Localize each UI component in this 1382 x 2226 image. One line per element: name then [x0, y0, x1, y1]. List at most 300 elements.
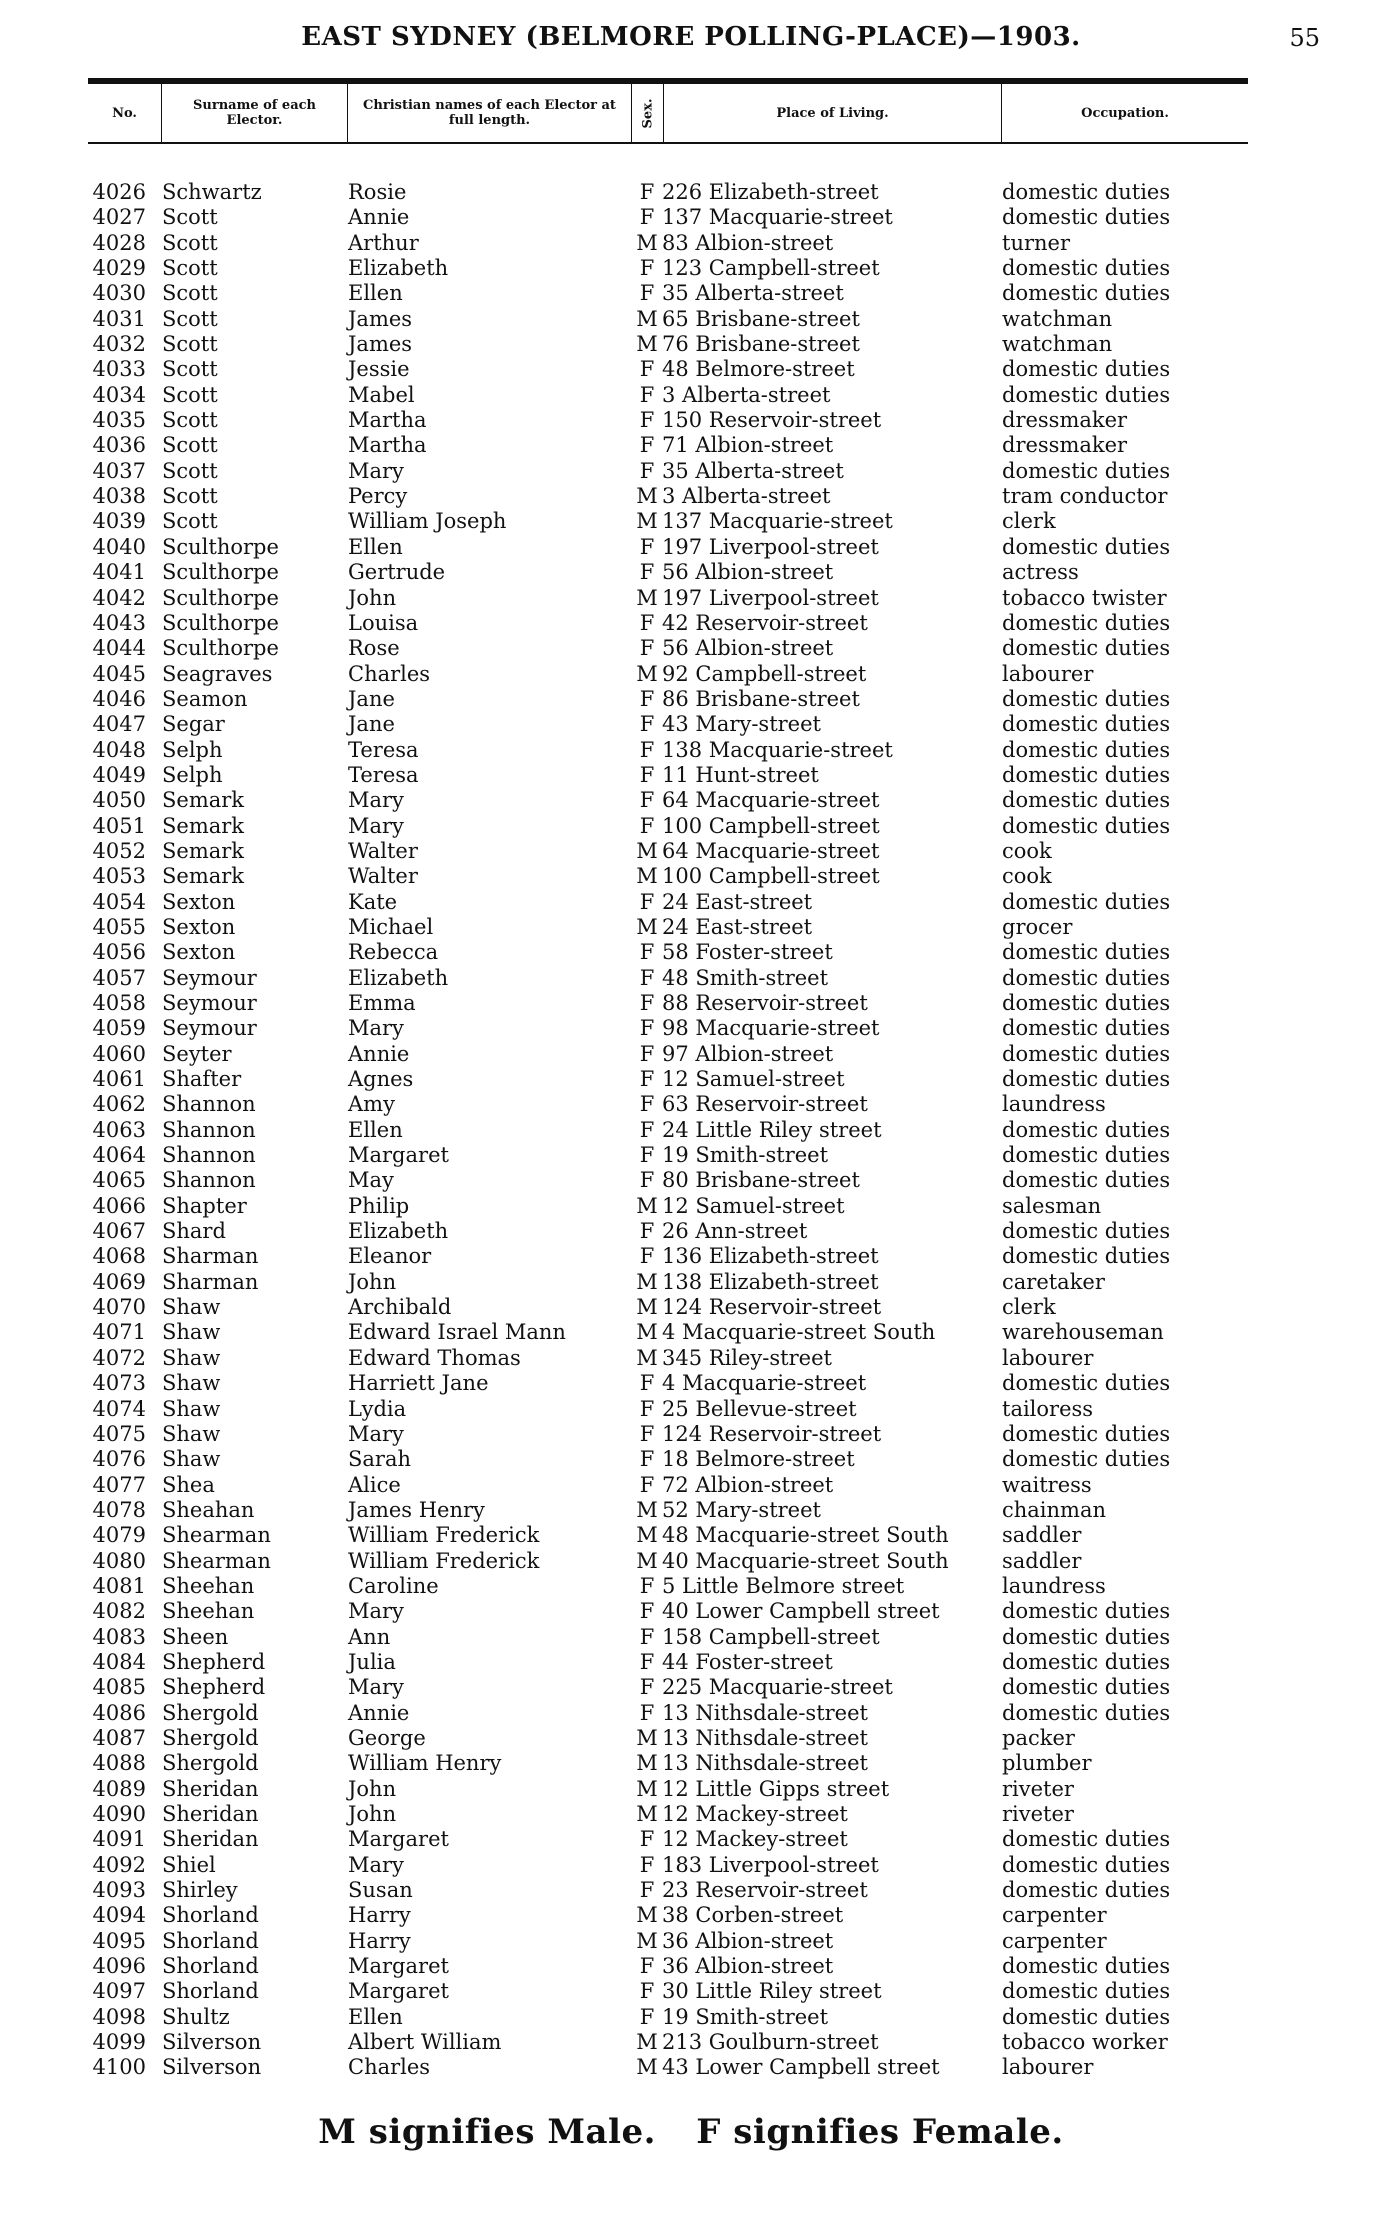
occupation: domestic duties: [1002, 1168, 1171, 1193]
occupation: domestic duties: [1002, 636, 1171, 661]
table-row: [0, 1802, 1382, 1827]
place-of-living: 18 Belmore-street: [662, 1447, 855, 1472]
place-of-living: 98 Macquarie-street: [662, 1016, 880, 1041]
given-names: Kate: [348, 889, 398, 914]
place-of-living: 137 Macquarie-street: [662, 205, 893, 230]
given-names: Harry: [348, 1903, 411, 1928]
surname: Scott: [162, 332, 218, 357]
sex: F: [639, 762, 655, 787]
given-names: James: [348, 306, 413, 331]
table-row: [0, 763, 1382, 788]
sex: F: [639, 889, 655, 914]
place-of-living: 12 Little Gipps street: [662, 1776, 890, 1801]
table-row: [0, 1270, 1382, 1295]
table-row: [0, 1498, 1382, 1523]
sex: M: [636, 230, 658, 255]
elector-number: 4032: [92, 332, 146, 357]
surname: Shorland: [162, 1979, 259, 2004]
place-of-living: 58 Foster-street: [662, 940, 833, 965]
occupation: domestic duties: [1002, 1624, 1171, 1649]
given-names: Rebecca: [348, 940, 439, 965]
given-names: Emma: [348, 991, 416, 1015]
table-row: [0, 332, 1382, 357]
sex: F: [639, 281, 655, 306]
given-names: Charles: [348, 2055, 431, 2080]
place-of-living: 44 Foster-street: [662, 1649, 833, 1674]
occupation: laundress: [1002, 1573, 1106, 1598]
occupation: domestic duties: [1002, 1852, 1171, 1877]
occupation: domestic duties: [1002, 1421, 1171, 1446]
surname: Shaw: [162, 1345, 221, 1370]
surname: Segar: [162, 712, 225, 737]
occupation: domestic duties: [1002, 1244, 1171, 1269]
sex: F: [639, 408, 655, 433]
surname: Seagraves: [162, 661, 273, 686]
place-of-living: 26 Ann-street: [662, 1219, 808, 1244]
surname: Shaw: [162, 1396, 221, 1421]
elector-number: 4049: [92, 762, 146, 787]
table-row: [0, 1194, 1382, 1219]
sex: M: [636, 2055, 658, 2080]
given-names: Teresa: [348, 737, 419, 762]
given-names: Harriett Jane: [348, 1371, 489, 1396]
occupation: domestic duties: [1002, 205, 1171, 230]
elector-number: 4035: [92, 408, 146, 433]
elector-number: 4080: [92, 1548, 146, 1573]
given-names: Caroline: [348, 1573, 439, 1598]
place-of-living: 12 Mackey-street: [662, 1827, 848, 1852]
sex: F: [639, 1649, 655, 1674]
table-row: [0, 307, 1382, 332]
table-row: [0, 1067, 1382, 1092]
place-of-living: 64 Macquarie-street: [662, 838, 880, 863]
sex: M: [636, 1497, 658, 1522]
place-of-living: 71 Albion-street: [662, 433, 834, 458]
surname: Shea: [162, 1472, 215, 1497]
sex: F: [639, 1700, 655, 1725]
surname: Schwartz: [162, 180, 262, 204]
surname: Sharman: [162, 1269, 259, 1294]
elector-number: 4082: [92, 1599, 146, 1624]
table-row: [0, 1473, 1382, 1498]
occupation: labourer: [1002, 2055, 1094, 2080]
occupation: packer: [1002, 1725, 1075, 1750]
elector-number: 4085: [92, 1675, 146, 1700]
occupation: warehouseman: [1002, 1320, 1164, 1345]
given-names: Martha: [348, 408, 427, 433]
place-of-living: 48 Macquarie-street South: [662, 1523, 949, 1548]
given-names: Percy: [348, 484, 408, 509]
given-names: William Frederick: [348, 1523, 540, 1548]
table-row: [0, 1422, 1382, 1447]
place-of-living: 36 Albion-street: [662, 1928, 834, 1953]
occupation: riveter: [1002, 1802, 1074, 1826]
surname: Shiel: [162, 1852, 216, 1877]
elector-number: 4043: [92, 610, 146, 635]
place-of-living: 92 Campbell-street: [662, 661, 867, 686]
column-header-surname: Surname of each Elector.: [162, 84, 348, 142]
elector-number: 4046: [92, 686, 146, 711]
given-names: Ann: [348, 1624, 391, 1649]
given-names: William Frederick: [348, 1548, 540, 1573]
given-names: Annie: [348, 1041, 410, 1066]
occupation: domestic duties: [1002, 686, 1171, 711]
place-of-living: 86 Brisbane-street: [662, 686, 860, 711]
table-row: [0, 687, 1382, 712]
sex: M: [636, 1802, 658, 1826]
place-of-living: 40 Macquarie-street South: [662, 1548, 949, 1573]
sex: F: [639, 1827, 655, 1852]
table-row: [0, 484, 1382, 509]
occupation: domestic duties: [1002, 737, 1171, 762]
sex: M: [636, 1928, 658, 1953]
table-row: [0, 1574, 1382, 1599]
occupation: grocer: [1002, 914, 1073, 939]
place-of-living: 56 Albion-street: [662, 636, 834, 661]
given-names: Annie: [348, 205, 410, 230]
elector-number: 4075: [92, 1421, 146, 1446]
elector-number: 4031: [92, 306, 146, 331]
occupation: watchman: [1002, 306, 1113, 331]
occupation: caretaker: [1002, 1269, 1105, 1294]
place-of-living: 124 Reservoir-street: [662, 1295, 882, 1320]
sex: M: [636, 585, 658, 610]
occupation: domestic duties: [1002, 1599, 1171, 1624]
surname: Scott: [162, 433, 218, 458]
elector-number: 4040: [92, 534, 146, 559]
table-row: [0, 1143, 1382, 1168]
table-row: [0, 1168, 1382, 1193]
surname: Sculthorpe: [162, 534, 279, 559]
table-row: [0, 1447, 1382, 1472]
surname: Sculthorpe: [162, 636, 279, 661]
surname: Sculthorpe: [162, 560, 279, 585]
elector-number: 4093: [92, 1878, 146, 1903]
surname: Shorland: [162, 1954, 259, 1979]
place-of-living: 345 Riley-street: [662, 1345, 832, 1370]
occupation: domestic duties: [1002, 2004, 1171, 2029]
surname: Semark: [162, 864, 245, 889]
sex: F: [639, 357, 655, 382]
place-of-living: 97 Albion-street: [662, 1041, 834, 1066]
elector-number: 4069: [92, 1269, 146, 1294]
sex: M: [636, 306, 658, 331]
given-names: Jessie: [348, 357, 410, 382]
surname: Semark: [162, 813, 245, 838]
elector-number: 4029: [92, 256, 146, 281]
surname: Scott: [162, 256, 218, 281]
given-names: Margaret: [348, 1979, 449, 2004]
sex: F: [639, 1117, 655, 1142]
place-of-living: 137 Macquarie-street: [662, 509, 893, 534]
sex: F: [639, 534, 655, 559]
occupation: domestic duties: [1002, 1827, 1171, 1852]
column-header-no: No.: [88, 84, 162, 142]
table-row: [0, 1042, 1382, 1067]
elector-number: 4084: [92, 1649, 146, 1674]
given-names: Margaret: [348, 1143, 449, 1168]
legend-female: F signifies Female.: [696, 2112, 1064, 2152]
place-of-living: 5 Little Belmore street: [662, 1573, 905, 1598]
elector-number: 4059: [92, 1016, 146, 1041]
sex: F: [639, 940, 655, 965]
place-of-living: 48 Smith-street: [662, 965, 829, 990]
given-names: William Henry: [348, 1751, 502, 1776]
given-names: Teresa: [348, 762, 419, 787]
place-of-living: 24 East-street: [662, 914, 813, 939]
surname: Sheridan: [162, 1776, 259, 1801]
occupation: saddler: [1002, 1523, 1082, 1548]
place-of-living: 183 Liverpool-street: [662, 1852, 879, 1877]
footer-legend: [0, 2112, 1382, 2152]
place-of-living: 150 Reservoir-street: [662, 408, 882, 433]
sex: F: [639, 1371, 655, 1396]
place-of-living: 23 Reservoir-street: [662, 1878, 868, 1903]
occupation: domestic duties: [1002, 180, 1171, 204]
given-names: John: [348, 1776, 397, 1801]
elector-number: 4092: [92, 1852, 146, 1877]
table-row: [0, 535, 1382, 560]
surname: Scott: [162, 382, 218, 407]
elector-number: 4091: [92, 1827, 146, 1852]
place-of-living: 38 Corben-street: [662, 1903, 844, 1928]
surname: Seamon: [162, 686, 248, 711]
table-row: [0, 1853, 1382, 1878]
table-row: [0, 738, 1382, 763]
occupation: carpenter: [1002, 1928, 1107, 1953]
place-of-living: 43 Lower Campbell street: [662, 2055, 940, 2080]
surname: Shaw: [162, 1447, 221, 1472]
occupation: tram conductor: [1002, 484, 1168, 509]
sex: F: [639, 1675, 655, 1700]
occupation: dressmaker: [1002, 433, 1128, 458]
elector-number: 4060: [92, 1041, 146, 1066]
elector-number: 4078: [92, 1497, 146, 1522]
elector-number: 4027: [92, 205, 146, 230]
given-names: Alice: [348, 1472, 401, 1497]
place-of-living: 64 Macquarie-street: [662, 788, 880, 813]
occupation: domestic duties: [1002, 889, 1171, 914]
surname: Shannon: [162, 1092, 256, 1117]
place-of-living: 11 Hunt-street: [662, 762, 819, 787]
given-names: Mary: [348, 458, 404, 483]
surname: Scott: [162, 281, 218, 306]
elector-number: 4096: [92, 1954, 146, 1979]
surname: Seymour: [162, 991, 257, 1015]
sex: F: [639, 180, 655, 204]
sex: M: [636, 1523, 658, 1548]
place-of-living: 158 Campbell-street: [662, 1624, 880, 1649]
surname: Scott: [162, 509, 218, 534]
page-header: [0, 22, 1382, 58]
surname: Sheehan: [162, 1599, 255, 1624]
surname: Silverson: [162, 2030, 262, 2055]
elector-number: 4028: [92, 230, 146, 255]
table-row: [0, 357, 1382, 382]
elector-number: 4068: [92, 1244, 146, 1269]
sex: M: [636, 864, 658, 889]
surname: Sculthorpe: [162, 610, 279, 635]
sex: M: [636, 2030, 658, 2055]
table-row: [0, 459, 1382, 484]
given-names: Eleanor: [348, 1244, 432, 1269]
given-names: Rosie: [348, 180, 407, 204]
place-of-living: 124 Reservoir-street: [662, 1421, 882, 1446]
surname: Shorland: [162, 1903, 259, 1928]
elector-number: 4064: [92, 1143, 146, 1168]
elector-number: 4062: [92, 1092, 146, 1117]
table-row: [0, 611, 1382, 636]
given-names: Charles: [348, 661, 431, 686]
occupation: domestic duties: [1002, 762, 1171, 787]
sex: F: [639, 433, 655, 458]
given-names: Ellen: [348, 2004, 403, 2029]
place-of-living: 83 Albion-street: [662, 230, 834, 255]
elector-number: 4055: [92, 914, 146, 939]
given-names: Martha: [348, 433, 427, 458]
surname: Semark: [162, 788, 245, 813]
sex: M: [636, 838, 658, 863]
occupation: domestic duties: [1002, 1447, 1171, 1472]
occupation: domestic duties: [1002, 1067, 1171, 1092]
table-row: [0, 966, 1382, 991]
elector-number: 4053: [92, 864, 146, 889]
elector-number: 4100: [92, 2055, 146, 2080]
occupation: saddler: [1002, 1548, 1082, 1573]
occupation: domestic duties: [1002, 1700, 1171, 1725]
place-of-living: 40 Lower Campbell street: [662, 1599, 940, 1624]
place-of-living: 52 Mary-street: [662, 1497, 821, 1522]
given-names: Agnes: [348, 1067, 414, 1092]
elector-number: 4090: [92, 1802, 146, 1826]
place-of-living: 76 Brisbane-street: [662, 332, 860, 357]
column-header-place: Place of Living.: [664, 84, 1002, 142]
place-of-living: 80 Brisbane-street: [662, 1168, 860, 1193]
place-of-living: 197 Liverpool-street: [662, 585, 879, 610]
place-of-living: 12 Mackey-street: [662, 1802, 848, 1826]
table-row: [0, 1777, 1382, 1802]
sex: F: [639, 1067, 655, 1092]
elector-number: 4079: [92, 1523, 146, 1548]
place-of-living: 35 Alberta-street: [662, 458, 844, 483]
surname: Sheridan: [162, 1827, 259, 1852]
table-row: [0, 509, 1382, 534]
occupation: domestic duties: [1002, 1041, 1171, 1066]
sex: F: [639, 813, 655, 838]
table-row: [0, 1118, 1382, 1143]
column-header-row: [88, 84, 1248, 144]
sex: M: [636, 1295, 658, 1320]
occupation: domestic duties: [1002, 712, 1171, 737]
surname: Shannon: [162, 1117, 256, 1142]
occupation: salesman: [1002, 1193, 1102, 1218]
legend-male: M signifies Male.: [318, 2112, 656, 2152]
place-of-living: 226 Elizabeth-street: [662, 180, 879, 204]
given-names: Mary: [348, 813, 404, 838]
place-of-living: 24 Little Riley street: [662, 1117, 882, 1142]
sex: F: [639, 788, 655, 813]
table-row: [0, 281, 1382, 306]
table-row: [0, 2005, 1382, 2030]
sex: M: [636, 1903, 658, 1928]
place-of-living: 12 Samuel-street: [662, 1193, 845, 1218]
sex: F: [639, 1041, 655, 1066]
place-of-living: 36 Albion-street: [662, 1954, 834, 1979]
sex: F: [639, 991, 655, 1015]
occupation: watchman: [1002, 332, 1113, 357]
sex: F: [639, 737, 655, 762]
occupation: labourer: [1002, 661, 1094, 686]
sex: F: [639, 1954, 655, 1979]
given-names: James Henry: [348, 1497, 485, 1522]
surname: Shannon: [162, 1168, 256, 1193]
table-row: [0, 1675, 1382, 1700]
table-row: [0, 1320, 1382, 1345]
column-header-sex: [632, 84, 664, 142]
occupation: domestic duties: [1002, 610, 1171, 635]
surname: Scott: [162, 484, 218, 509]
occupation: domestic duties: [1002, 813, 1171, 838]
elector-number: 4056: [92, 940, 146, 965]
column-header-given-names: Christian names of each Elector at full length.: [348, 84, 632, 142]
elector-number: 4048: [92, 737, 146, 762]
elector-number: 4095: [92, 1928, 146, 1953]
elector-number: 4083: [92, 1624, 146, 1649]
elector-number: 4033: [92, 357, 146, 382]
elector-list: [0, 180, 1382, 2081]
given-names: Margaret: [348, 1954, 449, 1979]
sex: F: [639, 1472, 655, 1497]
place-of-living: 43 Mary-street: [662, 712, 821, 737]
place-of-living: 56 Albion-street: [662, 560, 834, 585]
elector-number: 4063: [92, 1117, 146, 1142]
elector-number: 4097: [92, 1979, 146, 2004]
surname: Seymour: [162, 965, 257, 990]
place-of-living: 4 Macquarie-street South: [662, 1320, 936, 1345]
table-row: [0, 788, 1382, 813]
table-row: [0, 2055, 1382, 2080]
given-names: Julia: [348, 1649, 396, 1674]
column-header-sex-label: Sex.: [640, 98, 655, 128]
elector-number: 4057: [92, 965, 146, 990]
surname: Shultz: [162, 2004, 230, 2029]
elector-number: 4098: [92, 2004, 146, 2029]
surname: Scott: [162, 458, 218, 483]
elector-number: 4050: [92, 788, 146, 813]
given-names: Margaret: [348, 1827, 449, 1852]
elector-number: 4038: [92, 484, 146, 509]
elector-number: 4034: [92, 382, 146, 407]
surname: Scott: [162, 357, 218, 382]
elector-number: 4045: [92, 661, 146, 686]
given-names: John: [348, 1269, 397, 1294]
place-of-living: 138 Elizabeth-street: [662, 1269, 879, 1294]
occupation: dressmaker: [1002, 408, 1128, 433]
sex: F: [639, 205, 655, 230]
surname: Shergold: [162, 1700, 259, 1725]
occupation: domestic duties: [1002, 382, 1171, 407]
surname: Shepherd: [162, 1649, 266, 1674]
sex: F: [639, 1878, 655, 1903]
table-row: [0, 915, 1382, 940]
elector-number: 4042: [92, 585, 146, 610]
surname: Shergold: [162, 1751, 259, 1776]
table-row: [0, 383, 1382, 408]
sex: F: [639, 636, 655, 661]
occupation: domestic duties: [1002, 1219, 1171, 1244]
sex: F: [639, 1016, 655, 1041]
given-names: Mary: [348, 1675, 404, 1700]
